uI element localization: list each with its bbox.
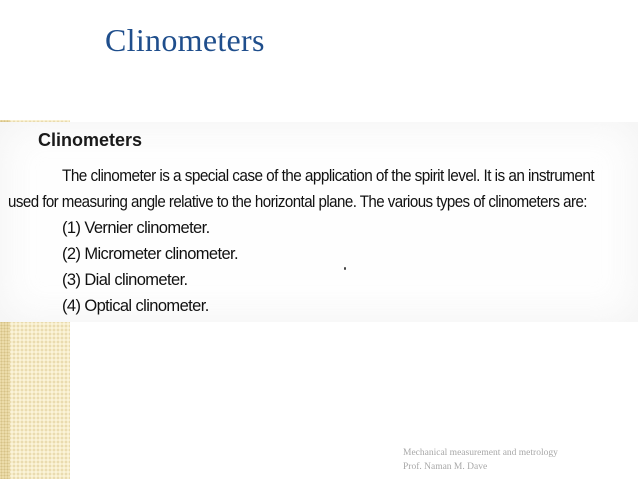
footer-course: Mechanical measurement and metrology bbox=[403, 448, 558, 458]
footer-author: Prof. Naman M. Dave bbox=[403, 462, 488, 472]
list-item: (1) Vernier clinometer. bbox=[62, 219, 210, 237]
scanned-text-image bbox=[0, 122, 638, 322]
list-item: (2) Micrometer clinometer. bbox=[62, 245, 239, 263]
paragraph-line-1: The clinometer is a special case of the application of the spirit level. It is an instrument bbox=[62, 167, 595, 185]
title-area bbox=[0, 0, 638, 120]
list-item: (3) Dial clinometer. bbox=[62, 271, 188, 289]
scan-speck bbox=[344, 267, 346, 270]
paragraph-line-2: used for measuring angle relative to the horizontal plane. The various types of clinometers are: bbox=[8, 193, 587, 211]
slide-footer bbox=[403, 446, 558, 474]
scan-heading: Clinometers bbox=[38, 130, 143, 150]
list-item: (4) Optical clinometer. bbox=[62, 297, 209, 315]
slide-title: Clinometers bbox=[105, 22, 265, 58]
